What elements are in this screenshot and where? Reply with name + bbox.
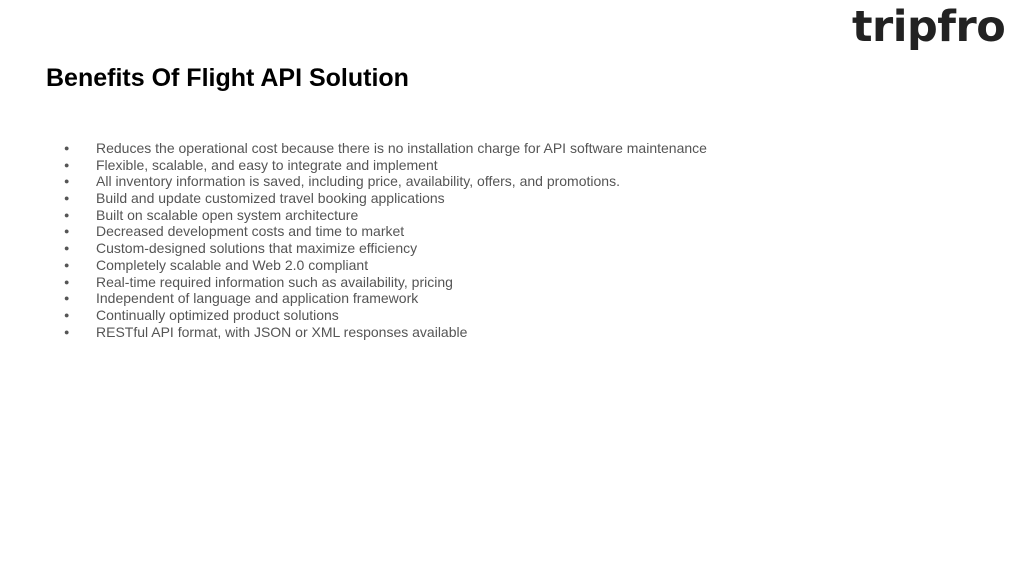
slide-title: Benefits Of Flight API Solution [46,64,409,92]
bullet-text: Independent of language and application framework [96,290,419,307]
bullet-text: Flexible, scalable, and easy to integrate and implement [96,156,438,173]
bullet-dot-icon: ● [64,176,70,187]
bullet-text: RESTful API format, with JSON or XML responses available [96,323,468,340]
bullet-text: All inventory information is saved, including price, availability, offers, and promotions. [96,173,620,190]
bullet-dot-icon: ● [64,309,70,320]
bullet-dot-icon: ● [64,143,70,153]
bullet-text: Continually optimized product solutions [96,306,339,323]
bullet-dot-icon: ● [64,159,70,170]
bullet-dot-icon: ● [64,259,70,270]
brand-logo: tripfro [852,2,1006,52]
bullet-text: Decreased development costs and time to market [96,223,405,240]
bullet-dot-icon: ● [64,243,70,254]
bullet-dot-icon: ● [64,193,70,204]
bullet-dot-icon: ● [64,326,70,337]
bullet-text: Real-time required information such as availability, pricing [96,273,453,290]
bullet-dot-icon: ● [64,276,70,287]
bullet-text: Build and update customized travel booking applications [96,190,445,207]
bullet-text: Custom-designed solutions that maximize efficiency [96,240,418,257]
bullet-text: Completely scalable and Web 2.0 compliant [96,256,369,273]
bullet-dot-icon: ● [64,209,70,220]
bullet-text: Reduces the operational cost because there is no installation charge for API software maintenance [96,140,707,156]
bullet-dot-icon: ● [64,293,70,304]
bullet-dot-icon: ● [64,226,70,237]
bullet-text: Built on scalable open system architecture [96,206,359,223]
